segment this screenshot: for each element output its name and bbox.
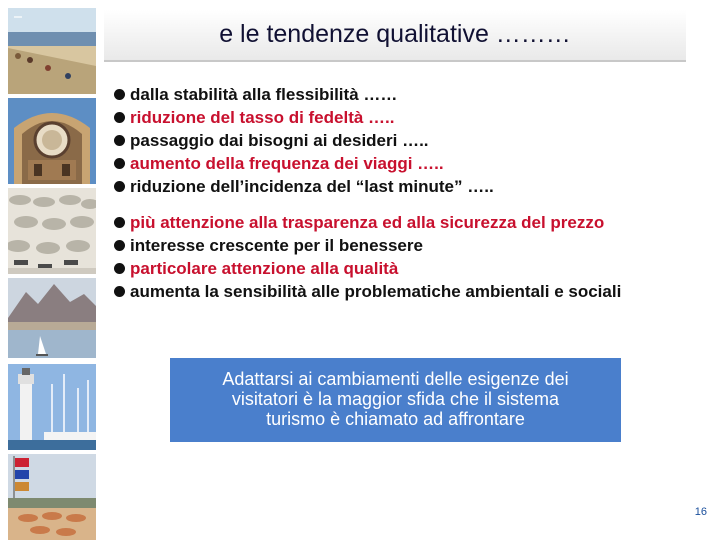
list-item [114, 107, 494, 130]
bullet-icon [114, 286, 125, 297]
bullet-icon [114, 112, 125, 123]
lighthouse-harbor-photo [8, 364, 96, 450]
list-item [114, 84, 494, 107]
mountains-sailboat-photo [8, 278, 96, 358]
list-item-text: più attenzione alla trasparenza ed alla sicurezza del prezzo [130, 213, 605, 232]
list-item [114, 235, 621, 258]
list-item [114, 258, 621, 281]
list-item [114, 153, 494, 176]
list-item [114, 281, 621, 304]
page-number: 16 [694, 506, 707, 518]
list-item [114, 212, 621, 235]
list-item-text: riduzione dell’incidenza del “last minute” ….. [130, 177, 494, 196]
list-item-text: riduzione del tasso di fedeltà ….. [130, 108, 395, 127]
list-item-text: passaggio dai bisogni ai desideri ….. [130, 131, 429, 150]
bullet-icon [114, 217, 125, 228]
beach-promenade-photo [8, 8, 96, 94]
flags-beach-photo [8, 454, 96, 540]
callout-line-2: visitatori è la maggior sfida che il sistema [231, 389, 560, 409]
list-item-text: particolare attenzione alla qualità [130, 259, 399, 278]
callout-line-1: Adattarsi ai cambiamenti delle esigenze dei [222, 369, 569, 389]
callout-box [170, 358, 621, 442]
clock-facade-photo [8, 98, 96, 184]
trend-list-primary [114, 84, 494, 199]
callout-line-3: turismo è chiamato ad affrontare [266, 409, 525, 429]
title-bar [104, 10, 686, 62]
trend-list-secondary [114, 212, 621, 304]
list-item-text: aumento della frequenza dei viaggi ….. [130, 154, 444, 173]
bullet-icon [114, 89, 125, 100]
bullet-icon [114, 263, 125, 274]
bullet-icon [114, 135, 125, 146]
bullet-icon [114, 240, 125, 251]
list-item-text: dalla stabilità alla flessibilità …… [130, 85, 398, 104]
list-item-text: aumenta la sensibilità alle problematiche ambientali e sociali [130, 282, 622, 301]
bullet-icon [114, 158, 125, 169]
slide-title: e le tendenze qualitative ……… [219, 20, 571, 48]
list-item-text: interesse crescente per il benessere [130, 236, 423, 255]
bullet-icon [114, 181, 125, 192]
list-item [114, 176, 494, 199]
beach-umbrellas-photo [8, 188, 96, 274]
list-item [114, 130, 494, 153]
